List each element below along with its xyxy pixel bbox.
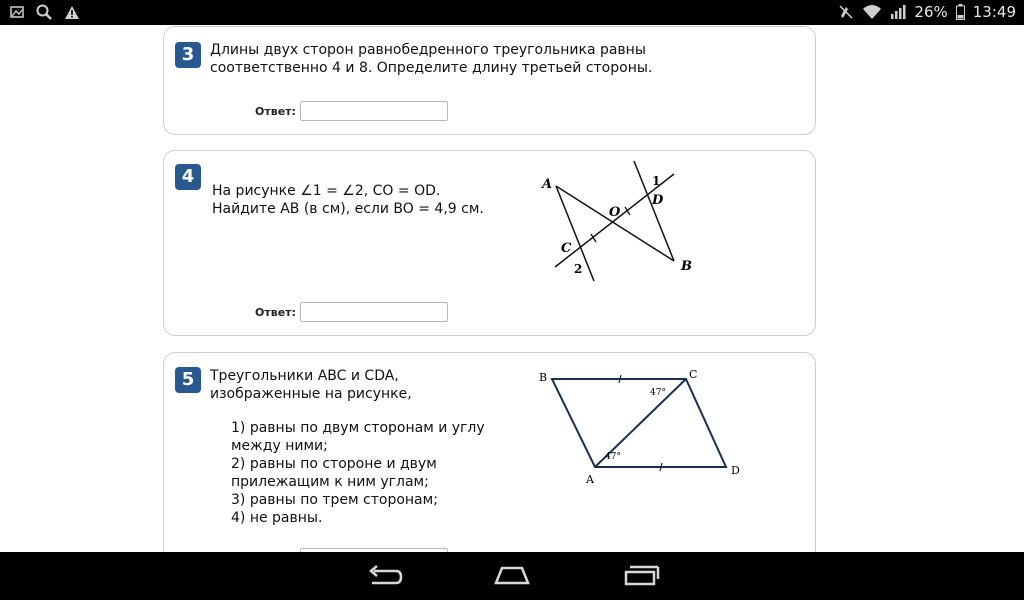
question-text: На рисунке ∠1 = ∠2, CO = OD. Найдите AB (в см), если BO = 4,9 см. bbox=[212, 183, 484, 217]
gallery-icon bbox=[10, 6, 24, 18]
back-button[interactable] bbox=[360, 562, 408, 590]
home-button[interactable] bbox=[488, 562, 536, 590]
angle-label-2: 2 bbox=[574, 262, 583, 276]
page-content bbox=[0, 25, 1024, 552]
geometry-figure-parallelogram bbox=[534, 367, 749, 492]
point-label-a: A bbox=[586, 473, 594, 486]
option-2-line-2[interactable]: прилежащим к ним углам; bbox=[231, 474, 429, 490]
warning-icon bbox=[64, 5, 80, 20]
point-label-c: C bbox=[561, 241, 572, 256]
question-card-4 bbox=[163, 150, 816, 336]
question-number-badge: 4 bbox=[175, 164, 201, 190]
point-label-b: B bbox=[681, 259, 692, 274]
recents-button[interactable] bbox=[616, 562, 664, 590]
question-text: Треугольники ABC и CDA, изображенные на рисунке, bbox=[210, 368, 412, 402]
question-number-badge: 3 bbox=[175, 42, 201, 68]
option-3[interactable]: 3) равны по трем сторонам; bbox=[231, 492, 438, 508]
wifi-icon bbox=[862, 4, 882, 20]
option-1-line-2[interactable]: между ними; bbox=[231, 438, 328, 454]
status-bar bbox=[0, 0, 1024, 25]
mute-icon bbox=[838, 4, 854, 20]
point-label-d: D bbox=[731, 464, 740, 477]
answer-options bbox=[231, 419, 485, 527]
answer-input[interactable] bbox=[300, 101, 448, 121]
point-label-b: B bbox=[539, 371, 548, 384]
option-2-line-1[interactable]: 2) равны по стороне и двум bbox=[231, 456, 437, 472]
signal-icon bbox=[890, 4, 906, 20]
question-text: Длины двух сторон равнобедренного треугольника равны соответственно 4 и 8. Определите длину третьей стороны. bbox=[210, 42, 653, 76]
point-label-a: A bbox=[542, 177, 553, 192]
back-icon bbox=[360, 562, 408, 590]
point-label-d: D bbox=[652, 193, 664, 208]
question-card-3 bbox=[163, 26, 816, 135]
option-1-line-1[interactable]: 1) равны по двум сторонам и углу bbox=[231, 420, 485, 436]
clock: 13:49 bbox=[972, 3, 1016, 21]
answer-label: Ответ: bbox=[255, 306, 296, 319]
geometry-figure-intersecting-lines bbox=[534, 157, 704, 282]
answer-input[interactable] bbox=[300, 302, 448, 322]
question-card-5 bbox=[163, 352, 816, 552]
battery-percent: 26% bbox=[914, 3, 948, 21]
recents-icon bbox=[616, 562, 664, 590]
question-number-badge: 5 bbox=[175, 367, 201, 393]
navigation-bar bbox=[0, 552, 1024, 600]
search-icon bbox=[36, 4, 52, 20]
home-icon bbox=[488, 562, 536, 590]
point-label-o: O bbox=[609, 205, 621, 220]
angle-label-1: 1 bbox=[652, 174, 661, 188]
angle-label-a: 47° bbox=[605, 452, 621, 462]
angle-label-c: 47° bbox=[650, 388, 666, 398]
battery-icon bbox=[956, 4, 965, 20]
option-4[interactable]: 4) не равны. bbox=[231, 510, 323, 526]
answer-label: Ответ: bbox=[255, 105, 296, 118]
point-label-c: C bbox=[689, 368, 698, 381]
